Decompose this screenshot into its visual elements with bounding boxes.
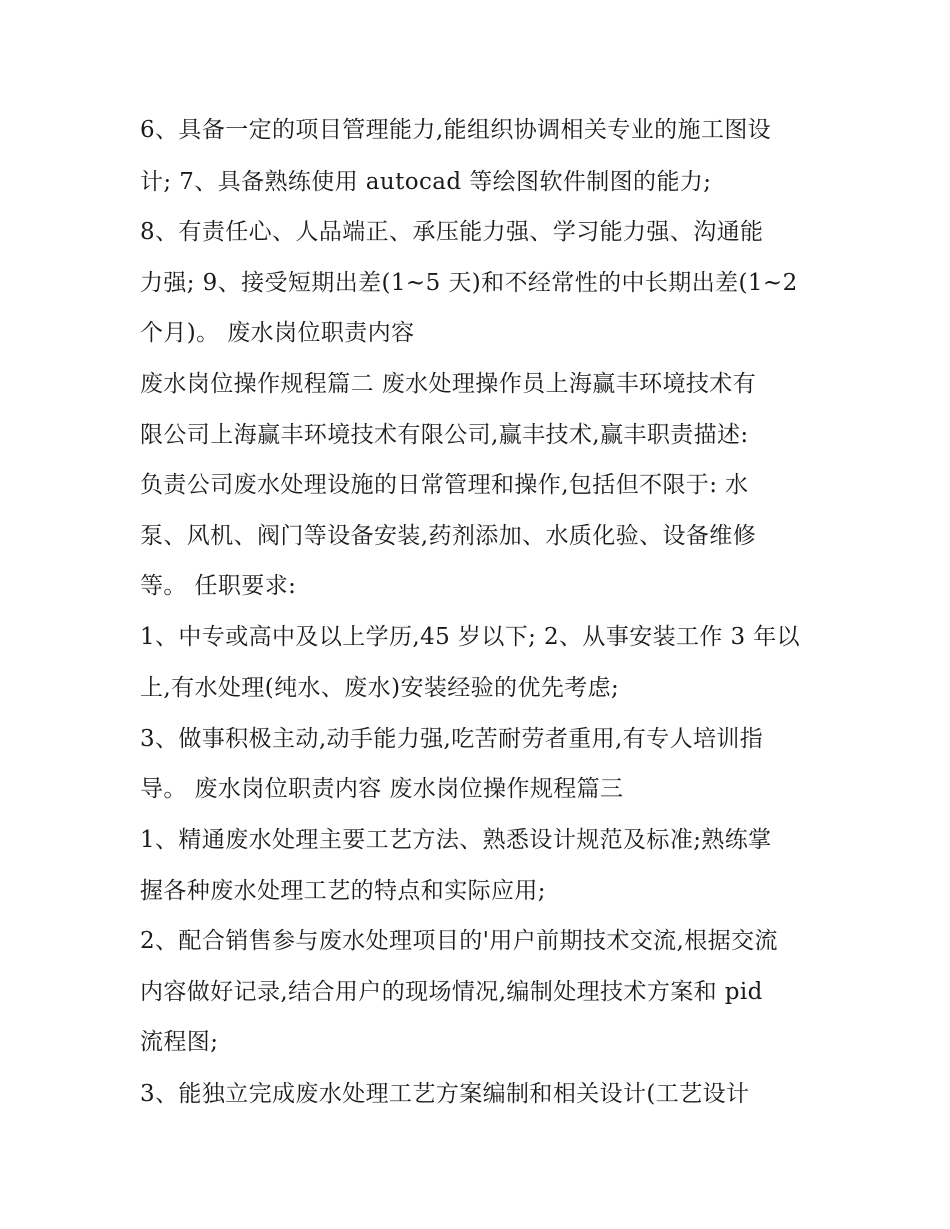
text-line-9: 泵、风机、阀门等设备安装,药剂添加、水质化验、设备维修: [140, 523, 757, 549]
text-line-6: 废水岗位操作规程篇二 废水处理操作员上海赢丰环境技术有: [140, 371, 757, 397]
text-line-1: 6、具备一定的项目管理能力,能组织协调相关专业的施工图设: [140, 117, 772, 143]
text-line-11: 1、中专或高中及以上学历,45 岁以下; 2、从事安装工作 3 年以: [140, 624, 801, 650]
text-line-10: 等。 任职要求:: [140, 573, 297, 599]
text-line-8: 负责公司废水处理设施的日常管理和操作,包括但不限于: 水: [140, 472, 749, 498]
text-line-4: 力强; 9、接受短期出差(1~5 天)和不经常性的中长期出差(1~2: [140, 270, 798, 296]
text-line-19: 流程图;: [140, 1029, 219, 1055]
text-line-2: 计; 7、具备熟练使用 autocad 等绘图软件制图的能力;: [140, 169, 712, 195]
text-line-20: 3、能独立完成废水处理工艺方案编制和相关设计(工艺设计: [140, 1081, 750, 1107]
text-line-5: 个月)。 废水岗位职责内容: [140, 320, 415, 346]
text-line-18: 内容做好记录,结合用户的现场情况,编制处理技术方案和 pid: [140, 979, 763, 1005]
text-line-3: 8、有责任心、人品端正、承压能力强、学习能力强、沟通能: [140, 219, 764, 245]
text-line-17: 2、配合销售参与废水处理项目的'用户前期技术交流,根据交流: [140, 928, 778, 954]
text-line-14: 导。 废水岗位职责内容 废水岗位操作规程篇三: [140, 776, 624, 802]
text-line-16: 握各种废水处理工艺的特点和实际应用;: [140, 878, 546, 904]
text-line-15: 1、精通废水处理主要工艺方法、熟悉设计规范及标准;熟练掌: [140, 827, 772, 853]
text-line-12: 上,有水处理(纯水、废水)安装经验的优先考虑;: [140, 675, 620, 701]
text-line-7: 限公司上海赢丰环境技术有限公司,赢丰技术,赢丰职责描述:: [140, 422, 749, 448]
text-line-13: 3、做事积极主动,动手能力强,吃苦耐劳者重用,有专人培训指: [140, 726, 764, 752]
